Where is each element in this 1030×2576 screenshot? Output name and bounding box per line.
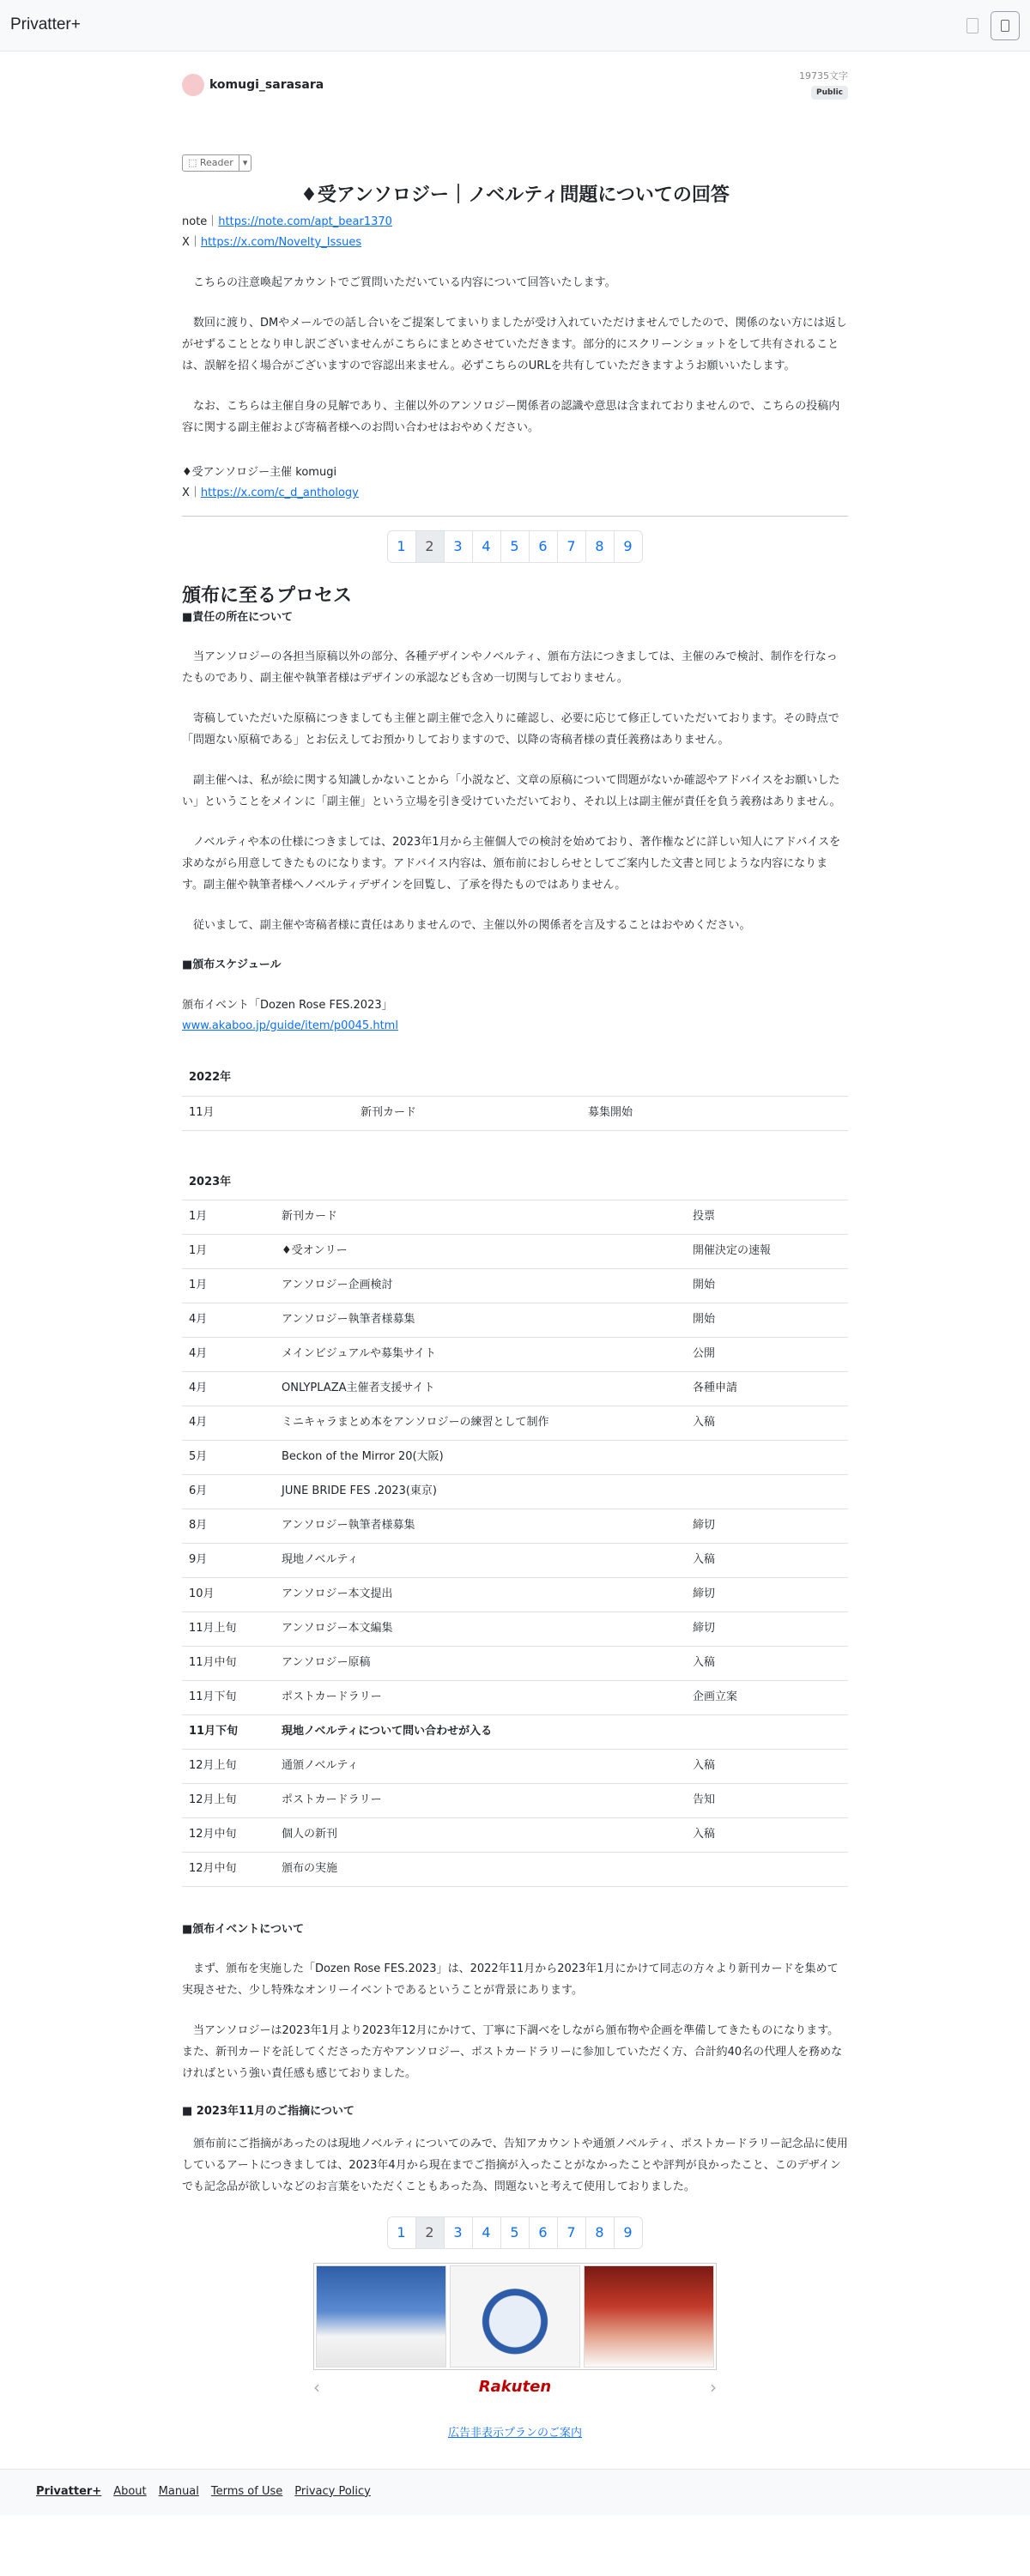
table-row: [182, 1715, 848, 1750]
schedule-status-cell: 公開: [686, 1338, 848, 1372]
page-link[interactable]: 4: [472, 530, 501, 563]
schedule-item-cell: アンソロジー執筆者様募集: [275, 1509, 686, 1544]
schedule-status-cell: 企画立案: [686, 1681, 848, 1715]
footer-about-link[interactable]: About: [113, 2484, 147, 2498]
november-heading: ■ 2023年11月のご指摘について: [182, 2105, 354, 2119]
event-link[interactable]: www.akaboo.jp/guide/item/p0045.html: [182, 1019, 398, 1032]
page-link[interactable]: 1: [387, 2216, 416, 2249]
table-row: [182, 1338, 848, 1372]
table-row: [182, 1784, 848, 1818]
schedule-date-cell: 4月: [182, 1303, 275, 1338]
schedule-status-cell: 各種申請: [686, 1372, 848, 1406]
menu-toggle-button[interactable]: [991, 11, 1020, 40]
page-link-active[interactable]: 2: [415, 2216, 445, 2249]
schedule-status-cell: 開催決定の速報: [686, 1235, 848, 1269]
x-label: X｜: [182, 236, 201, 250]
table-row: [182, 1853, 848, 1887]
schedule-table-2023: [182, 1165, 848, 1888]
reader-mode-button[interactable]: [182, 154, 251, 172]
footer-brand[interactable]: Privatter+: [36, 2484, 102, 2498]
no-ad-plan-link[interactable]: 広告非表示プランのご案内: [447, 2426, 582, 2440]
ad-banner[interactable]: [313, 2263, 717, 2370]
schedule-date-cell: 11月下旬: [182, 1715, 275, 1750]
schedule-status-cell: 入稿: [686, 1818, 848, 1853]
organizer-x-line: [182, 483, 848, 504]
schedule-item-cell: メインビジュアルや募集サイト: [275, 1338, 686, 1372]
schedule-date-cell: 12月中旬: [182, 1853, 275, 1887]
responsibility-heading: ■責任の所在について: [182, 611, 294, 625]
event-heading: ■頒布イベントについて: [182, 1923, 305, 1937]
note-link-line: [182, 212, 848, 233]
section-heading: 頒布に至るプロセス: [182, 585, 353, 608]
menu-icon: [1001, 20, 1009, 32]
page-link[interactable]: 7: [557, 2216, 586, 2249]
bookmark-icon[interactable]: [966, 18, 978, 33]
schedule-status-cell: 締切: [686, 1509, 848, 1544]
schedule-status-cell: 入稿: [686, 1544, 848, 1578]
schedule-status-cell: [686, 1441, 848, 1475]
schedule-status-cell: 投票: [686, 1200, 848, 1235]
table-row: [182, 1681, 848, 1715]
table-row: [182, 1578, 848, 1612]
page-link[interactable]: 3: [444, 530, 473, 563]
responsibility-paragraph: 当アンソロジーの各担当原稿以外の部分、各種デザインやノベルティ、頒布方法につきましては、主催のみで検討、制作を行なったものであり、副主催や執筆者様はデザインの承認なども含め一切関与しておりません。: [182, 650, 838, 685]
page-link[interactable]: 1: [387, 530, 416, 563]
schedule-date-cell: 1月: [182, 1200, 275, 1235]
page-link[interactable]: 9: [614, 2216, 643, 2249]
schedule-item-cell: Beckon of the Mirror 20(大阪): [275, 1441, 686, 1475]
schedule-item-cell: ミニキャラまとめ本をアンソロジーの練習として制作: [275, 1406, 686, 1441]
intro-paragraph: なお、こちらは主催自身の見解であり、主催以外のアンソロジー関係者の認識や意思は含まれておりませんので、こちらの投稿内容に関する副主催および寄稿者様へのお問い合わせはおやめください。: [182, 400, 840, 435]
x-link-line: [182, 233, 848, 253]
schedule-item-cell: 頒布の実施: [275, 1853, 686, 1887]
schedule-date-cell: 11月中旬: [182, 1647, 275, 1681]
pagination-bottom: [182, 2216, 848, 2249]
table-row: [182, 1750, 848, 1784]
table-row: [182, 1303, 848, 1338]
page-link[interactable]: 8: [585, 530, 615, 563]
organizer-x-label: X｜: [182, 487, 201, 500]
schedule-date-cell: 12月上旬: [182, 1750, 275, 1784]
page-link[interactable]: 6: [529, 2216, 558, 2249]
ad-provider-logo[interactable]: Rakuten: [478, 2377, 552, 2396]
schedule-item-cell: アンソロジー執筆者様募集: [275, 1303, 686, 1338]
table-row: [182, 1647, 848, 1681]
top-navbar: [0, 0, 1030, 51]
schedule-date-cell: 4月: [182, 1406, 275, 1441]
schedule-date-cell: 11月上旬: [182, 1612, 275, 1647]
schedule-date-cell: 12月中旬: [182, 1818, 275, 1853]
schedule-date-cell: 10月: [182, 1578, 275, 1612]
brand-logo[interactable]: Privatter+: [10, 15, 81, 34]
schedule-item-cell: ONLYPLAZA主催者支援サイト: [275, 1372, 686, 1406]
chevron-left-icon[interactable]: ‹: [313, 2376, 320, 2398]
schedule-item-cell: アンソロジー本文提出: [275, 1578, 686, 1612]
table-row: [182, 1269, 848, 1303]
schedule-date-cell: 9月: [182, 1544, 275, 1578]
table-row: [182, 1096, 848, 1130]
ad-nav: [313, 2373, 717, 2401]
page-link[interactable]: 3: [444, 2216, 473, 2249]
pagination-top: [182, 530, 848, 563]
ad-image-3[interactable]: [584, 2265, 714, 2367]
footer: [0, 2469, 1030, 2515]
schedule-status-cell: [686, 1475, 848, 1509]
schedule-date-cell: 6月: [182, 1475, 275, 1509]
schedule-date-cell: 4月: [182, 1372, 275, 1406]
table-row: [182, 1544, 848, 1578]
schedule-heading: ■頒布スケジュール: [182, 958, 282, 971]
noad-wrap: [182, 2425, 848, 2443]
footer-manual-link[interactable]: Manual: [158, 2484, 199, 2498]
author-name[interactable]: komugi_sarasara: [209, 77, 324, 92]
table-row: [182, 1406, 848, 1441]
responsibility-paragraph: ノベルティや本の仕様につきましては、2023年1月から主催個人での検討を始めており、著作権などに詳しい知人にアドバイスを求めながら用意してきたものになります。アドバイス内容は、頒布前におしらせとしてご案内した文書と同じような内容になります。副主催や執筆者様へノベルティデザインを回覧し、了承を得たものではありません。: [182, 835, 841, 892]
note-label: note｜: [182, 215, 219, 229]
schedule-status-cell: 募集開始: [581, 1096, 848, 1130]
schedule-date-cell: 8月: [182, 1509, 275, 1544]
schedule-date-cell: 12月上旬: [182, 1784, 275, 1818]
schedule-date-cell: 1月: [182, 1269, 275, 1303]
post-title: ♦受アンソロジー｜ノベルティ問題についての回答: [300, 184, 730, 206]
responsibility-paragraph: 従いまして、副主催や寄稿者様に責任はありませんので、主催以外の関係者を言及することはおやめください。: [193, 918, 751, 932]
intro-paragraph: こちらの注意喚起アカウントでご質問いただいている内容について回答いたします。: [193, 276, 616, 290]
schedule-status-cell: 締切: [686, 1612, 848, 1647]
schedule-item-cell: ポストカードラリー: [275, 1784, 686, 1818]
schedule-status-cell: 入稿: [686, 1647, 848, 1681]
table-row: [182, 1612, 848, 1647]
post-meta: [799, 69, 848, 154]
schedule-item-cell: ポストカードラリー: [275, 1681, 686, 1715]
page-link[interactable]: 6: [529, 530, 558, 563]
schedule-item-cell: JUNE BRIDE FES .2023(東京): [275, 1475, 686, 1509]
author-info[interactable]: [182, 72, 324, 98]
schedule-date-cell: 11月下旬: [182, 1681, 275, 1715]
footer-privacy-link[interactable]: Privacy Policy: [294, 2484, 371, 2498]
schedule-date-cell: 5月: [182, 1441, 275, 1475]
responsibility-paragraph: 副主催へは、私が絵に関する知識しかないことから「小説など、文章の原稿について問題がないか確認やアドバイスをお願いしたい」ということをメインに「副主催」という立場を引き受けていただいており、それ以上は副主催が責任を負う義務はありません。: [182, 773, 841, 808]
schedule-date-cell: 4月: [182, 1338, 275, 1372]
schedule-item-cell: 現地ノベルティについて問い合わせが入る: [275, 1715, 686, 1750]
table-row: [182, 1509, 848, 1544]
organizer-line: ♦受アンソロジー主催 komugi: [182, 466, 337, 480]
visibility-badge: Public: [811, 86, 848, 100]
table-row: [182, 1200, 848, 1235]
chevron-right-icon[interactable]: ›: [709, 2376, 717, 2398]
avatar[interactable]: [182, 74, 204, 96]
schedule-date-cell: 11月: [182, 1096, 354, 1130]
ad-image-1[interactable]: [316, 2265, 446, 2367]
schedule-item-cell: アンソロジー原稿: [275, 1647, 686, 1681]
char-count: 19735文字: [799, 70, 848, 82]
intro-paragraph: 数回に渡り、DMやメールでの話し合いをご提案してまいりましたが受け入れていただけませんでしたので、関係のない方には返しがせずることとなり申し訳ございませんがこちらにまとめさせていただきます。部分的にスクリーンショットをして共有されることは、誤解を招く場合がございますので容認出来ません。必ずこちらのURLを共有していただきますようお願いいたします。: [182, 317, 847, 373]
post-container: [182, 51, 848, 2443]
page-link[interactable]: 8: [585, 2216, 615, 2249]
schedule-status-cell: [686, 1853, 848, 1887]
schedule-item-cell: アンソロジー本文編集: [275, 1612, 686, 1647]
schedule-status-cell: 入稿: [686, 1750, 848, 1784]
schedule-item-cell: 通頒ノベルティ: [275, 1750, 686, 1784]
chevron-down-icon[interactable]: ▾: [242, 157, 248, 168]
page-link[interactable]: 5: [500, 2216, 530, 2249]
x-link[interactable]: https://x.com/Novelty_Issues: [200, 236, 362, 250]
table-row: [182, 1441, 848, 1475]
schedule-status-cell: 開始: [686, 1303, 848, 1338]
page-link-active[interactable]: 2: [415, 530, 445, 563]
schedule-item-cell: 個人の新刊: [275, 1818, 686, 1853]
year-heading: 2022年: [182, 1061, 848, 1096]
schedule-date-cell: 1月: [182, 1235, 275, 1269]
schedule-item-cell: 現地ノベルティ: [275, 1544, 686, 1578]
schedule-item-cell: アンソロジー企画検討: [275, 1269, 686, 1303]
organizer-x-link[interactable]: https://x.com/c_d_anthology: [200, 487, 359, 500]
table-row: [182, 1372, 848, 1406]
schedule-item-cell: 新刊カード: [354, 1096, 581, 1130]
table-row: [182, 1818, 848, 1853]
post-header: [182, 51, 848, 154]
schedule-status-cell: 締切: [686, 1578, 848, 1612]
responsibility-paragraph: 寄稿していただいた原稿につきましても主催と副主催で念入りに確認し、必要に応じて修正していただいております。その時点で「問題ない原稿である」とお伝えしてお預かりしておりますので、以降の寄稿者様の責任義務はありません。: [182, 711, 839, 747]
page-link[interactable]: 9: [614, 530, 643, 563]
divider: [182, 516, 848, 517]
top-actions: [966, 11, 1020, 40]
page-link[interactable]: 4: [472, 2216, 501, 2249]
ad-image-2[interactable]: [450, 2265, 580, 2367]
event-line: 頒布イベント「Dozen Rose FES.2023」: [182, 998, 393, 1012]
event-paragraph: まず、頒布を実施した「Dozen Rose FES.2023」は、2022年11月から2023年1月にかけて同志の方々より新刊カードを集めて実現させた、少し特殊なオンリーイベントであるということが背景にあります。: [182, 1962, 839, 1998]
schedule-status-cell: 開始: [686, 1269, 848, 1303]
footer-terms-link[interactable]: Terms of Use: [210, 2484, 283, 2498]
note-link[interactable]: https://note.com/apt_bear1370: [218, 215, 392, 229]
schedule-table-2022: [182, 1061, 848, 1131]
table-row: [182, 1235, 848, 1269]
reader-label[interactable]: ⬚ Reader: [183, 155, 239, 171]
event-url-line: [182, 1016, 848, 1037]
november-paragraph: 頒布前にご指摘があったのは現地ノベルティについてのみで、告知アカウントや通頒ノベルティ、ポストカードラリー記念品に使用しているアートにつきましては、2023年4月から現在までご指摘が入ったことがなかったことや評判が良かったこと、このデザインでも記念品が欲しいなどのお言葉をいただくこともあった為、問題ないと考えて使用しておりました。: [182, 2137, 848, 2193]
schedule-item-cell: 新刊カード: [275, 1200, 686, 1235]
page-link[interactable]: 5: [500, 530, 530, 563]
page-link[interactable]: 7: [557, 530, 586, 563]
schedule-status-cell: 入稿: [686, 1406, 848, 1441]
schedule-status-cell: 告知: [686, 1784, 848, 1818]
year-heading: 2023年: [182, 1165, 848, 1200]
schedule-status-cell: [686, 1715, 848, 1750]
schedule-item-cell: ♦受オンリー: [275, 1235, 686, 1269]
event-paragraph: 当アンソロジーは2023年1月より2023年12月にかけて、丁寧に下調べをしながら頒布物や企画を準備してきたものになります。また、新刊カードを託してくださった方やアンソロジー、ポストカードラリーに参加していただく方、合計約40名の代理人を務めなければという強い責任感も感じておりました。: [182, 2024, 843, 2081]
table-row: [182, 1475, 848, 1509]
